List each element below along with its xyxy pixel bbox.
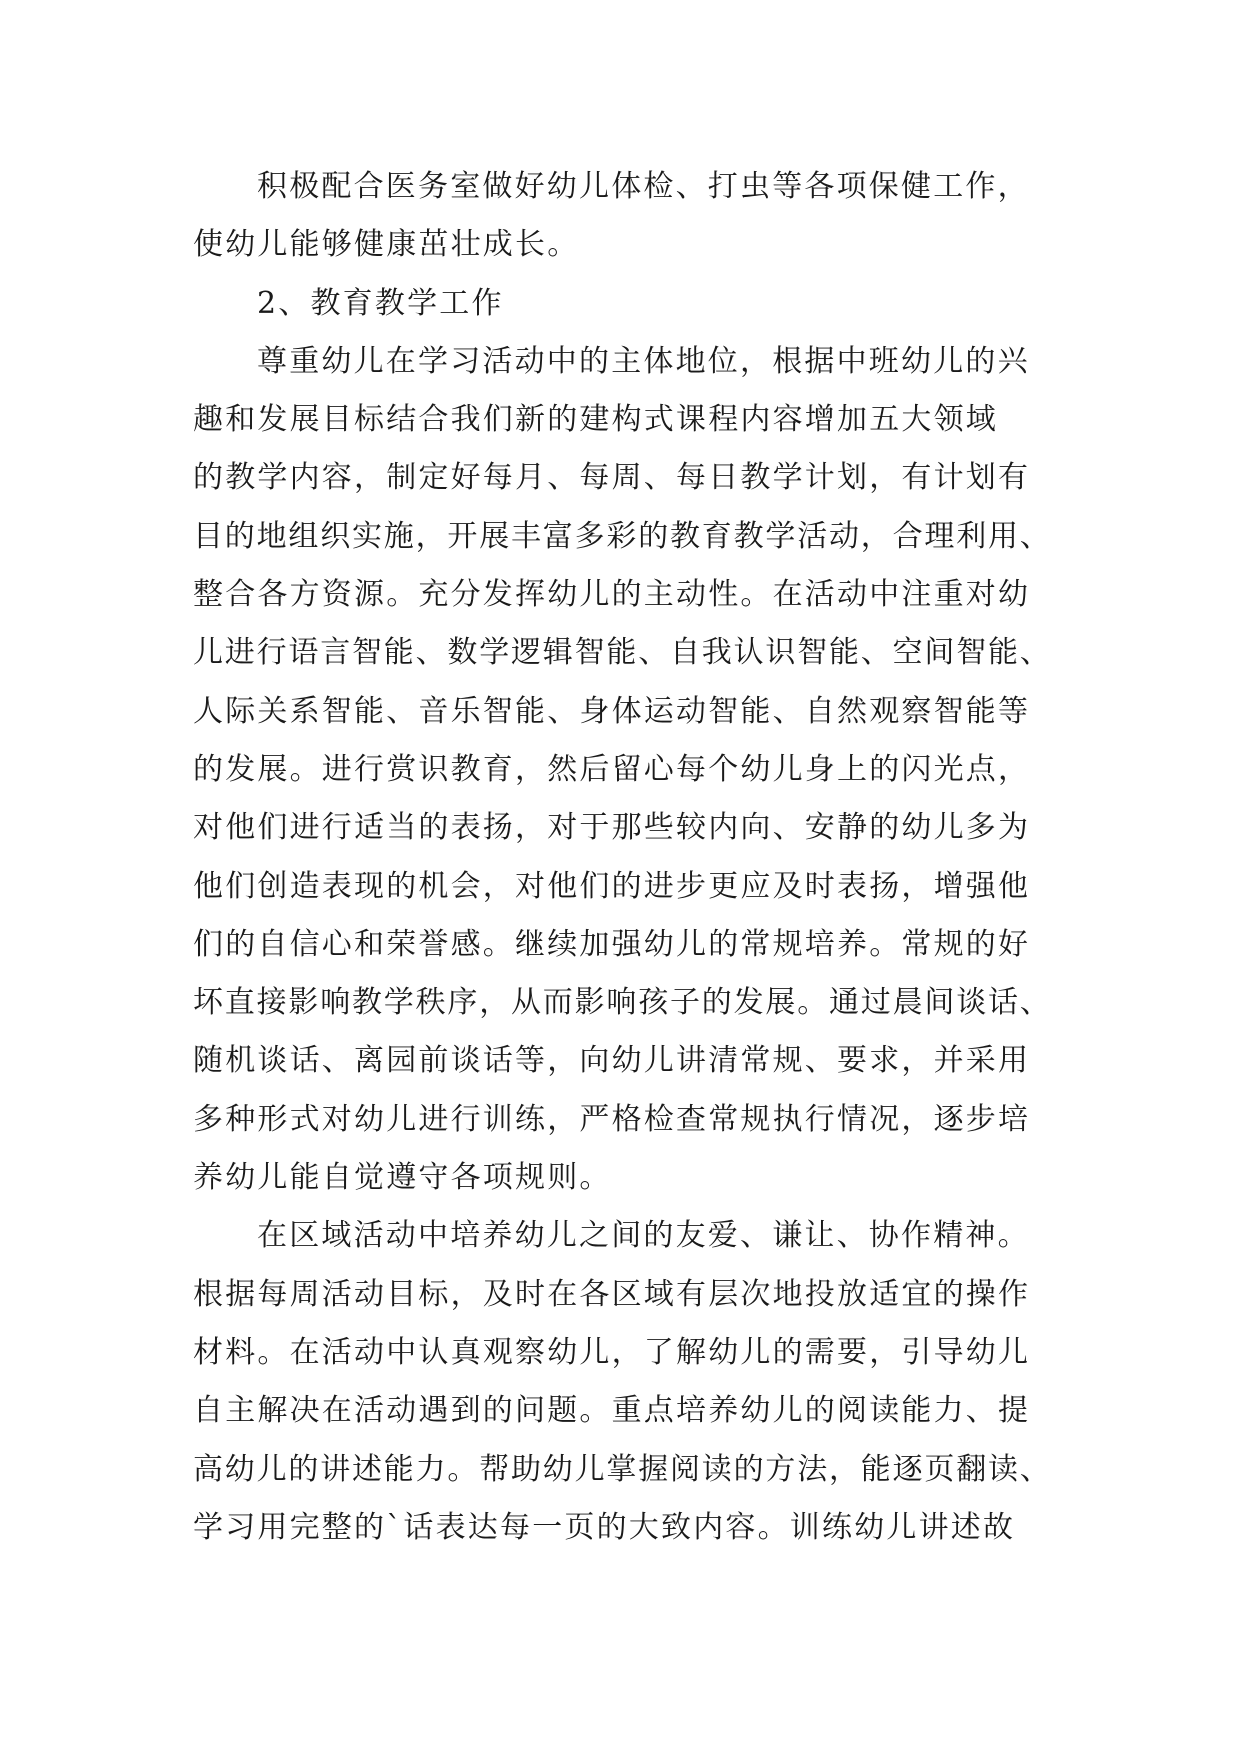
text-line: 尊重幼儿在学习活动中的主体地位，根据中班幼儿的兴 <box>257 343 1030 379</box>
text-line: 自主解决在活动遇到的问题。重点培养幼儿的阅读能力、提 <box>193 1393 1031 1429</box>
text-line: 多种形式对幼儿进行训练，严格检查常规执行情况，逐步培 <box>193 1101 1031 1137</box>
text-line: 使幼儿能够健康茁壮成长。 <box>193 227 580 263</box>
text-line: 目的地组织实施，开展丰富多彩的教育教学活动，合理利用、 <box>193 518 1052 554</box>
text-line: 积极配合医务室做好幼儿体检、打虫等各项保健工作， <box>257 169 1030 204</box>
text-line: 整合各方资源。充分发挥幼儿的主动性。在活动中注重对幼 <box>193 577 1031 613</box>
text-line: 们的自信心和荣誉感。继续加强幼儿的常规培养。常规的好 <box>193 926 1031 962</box>
text-line: 随机谈话、离园前谈话等，向幼儿讲清常规、要求，并采用 <box>193 1043 1031 1079</box>
text-line: 根据每周活动目标，及时在各区域有层次地投放适宜的操作 <box>193 1276 1031 1312</box>
text-line: 的教学内容，制定好每月、每周、每日教学计划，有计划有 <box>193 460 1031 496</box>
text-line: 儿进行语言智能、数学逻辑智能、自我认识智能、空间智能、 <box>193 635 1052 671</box>
body-text <box>193 158 1053 1557</box>
text-line: 对他们进行适当的表扬，对于那些较内向、安静的幼儿多为 <box>193 810 1031 846</box>
text-line: 在区域活动中培养幼儿之间的友爱、谦让、协作精神。 <box>257 1218 1030 1254</box>
text-line: 人际关系智能、音乐智能、身体运动智能、自然观察智能等 <box>193 693 1031 729</box>
text-line: 坏直接影响教学秩序，从而影响孩子的发展。通过晨间谈话、 <box>193 985 1052 1021</box>
text-line: 2、教育教学工作 <box>257 285 504 321</box>
text-line: 趣和发展目标结合我们新的建构式课程内容增加五大领域 <box>193 402 998 438</box>
text-line: 学习用完整的`话表达每一页的大致内容。训练幼儿讲述故 <box>193 1509 1016 1545</box>
text-line: 高幼儿的讲述能力。帮助幼儿掌握阅读的方法，能逐页翻读、 <box>193 1451 1052 1487</box>
text-line: 他们创造表现的机会，对他们的进步更应及时表扬，增强他 <box>193 868 1031 904</box>
text-line: 的发展。进行赏识教育，然后留心每个幼儿身上的闪光点， <box>193 751 1031 787</box>
text-line: 材料。在活动中认真观察幼儿，了解幼儿的需要，引导幼儿 <box>193 1334 1031 1370</box>
text-line: 养幼儿能自觉遵守各项规则。 <box>193 1160 612 1196</box>
